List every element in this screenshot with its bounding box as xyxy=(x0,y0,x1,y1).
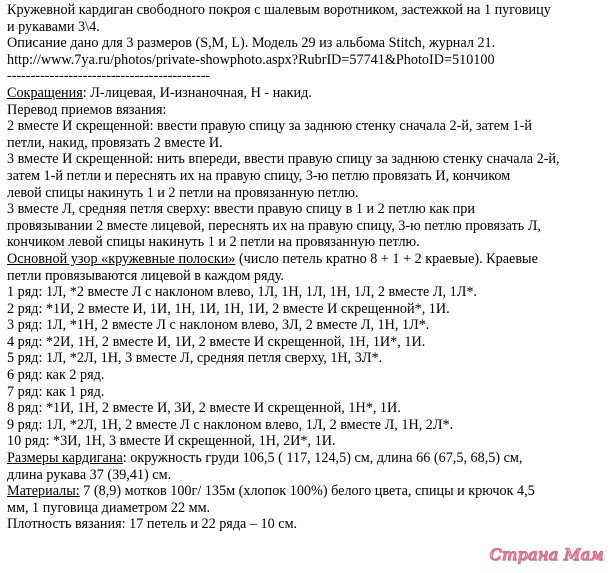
sizes-label: Размеры кардигана xyxy=(7,450,123,467)
row-instruction: 4 ряд: *2И, 1Н, 2 вместе И, 1И, 2 вместе И скрещенной, 1Н, 1И*, 1И. xyxy=(7,333,426,350)
abbreviations-text: : Л-лицевая, И-изнаночная, Н - накид. xyxy=(82,84,312,101)
pattern-label: Основной узор «кружевные полоски» xyxy=(7,250,236,267)
row-instruction: 5 ряд: 1Л, *2Л, 1Н, 3 вместе Л, средняя петля сверху, 1Н, 3Л*. xyxy=(7,350,383,367)
sizes-cont: длина рукава 37 (39,41) см. xyxy=(7,466,172,483)
materials-text: 7 (8,9) мотков 100г/ 135м (хлопок 100%) белого цвета, спицы и крючок 4,5 xyxy=(79,483,535,500)
row-instruction: 2 ряд: *1И, 2 вместе И, 1И, 1Н, 1И, 1Н, 1И, 2 вместе И скрещенной*, 1И. xyxy=(7,300,450,317)
gauge: Плотность вязания: 17 петель и 22 ряда – 10 см. xyxy=(7,516,298,533)
abbreviations-label: Сокращения xyxy=(7,84,83,101)
technique-line: кончиком левой спицы накинуть 1 и 2 петли на провязанную петлю. xyxy=(7,234,420,251)
source-url: http://www.7ya.ru/photos/private-showphoto.aspx?RubrID=57741&PhotoID=510100 xyxy=(7,51,495,68)
row-instruction: 6 ряд: как 2 ряд. xyxy=(7,367,105,384)
divider: ------------------------------------------- xyxy=(7,68,211,85)
document-body xyxy=(7,2,605,533)
materials-cont: мм, 1 пуговица диаметром 22 мм. xyxy=(7,499,211,516)
technique-line: петли, накид, провязать 2 вместе И. xyxy=(7,134,223,151)
row-instruction: 9 ряд: 1Л, *2Л, 1Н, 2 вместе Л с наклоном влево, 1Л, 2 вместе Л, 1Н, 2Л*. xyxy=(7,416,454,433)
pattern-description xyxy=(7,251,605,268)
pattern-description-cont: петли провязываются лицевой в каждом ряду. xyxy=(7,267,284,284)
title-line: Кружевной кардиган свободного покроя с шалевым воротником, застежкой на 1 пуговицу xyxy=(7,2,551,18)
pattern-text: (число петель кратно 8 + 1 + 2 краевые). Краевые xyxy=(235,250,538,267)
watermark-logo: Страна Мам xyxy=(489,545,604,564)
sizes-text: : окружность груди 106,5 ( 117, 124,5) см, длина 66 (67,5, 68,5) см, xyxy=(122,450,523,467)
row-instruction: 7 ряд: как 1 ряд. xyxy=(7,383,105,400)
source-description: Описание дано для 3 размеров (S,M, L). Модель 29 из альбома Stitch, журнал 21. xyxy=(7,35,496,52)
technique-line: 3 вместе Л, средняя петля сверху: ввести правую спицу в 1 и 2 петлю как при xyxy=(7,201,475,218)
row-instruction: 1 ряд: 1Л, *2 вместе Л с наклоном влево, 1Л, 1Н, 1Л, 1Н, 1Л, 2 вместе Л, 1Л*. xyxy=(7,284,477,301)
row-instruction: 10 ряд: *3И, 1Н, 3 вместе И скрещенной, 1Н, 2И*, 1И. xyxy=(7,433,336,450)
technique-line: провязывании 2 вместе лицевой, переснять их на правую спицу, 3-ю петлю провязать Л, xyxy=(7,217,541,234)
technique-line: левой спицы накинуть 1 и 2 петли на провязанную петлю. xyxy=(7,184,359,201)
abbreviations xyxy=(7,85,605,102)
title-line: и рукавами 3\4. xyxy=(7,18,100,35)
technique-line: 3 вместе И скрещенной: нить впереди, ввести правую спицу за заднюю стенку сначала 2-й, xyxy=(7,151,560,168)
sizes xyxy=(7,450,605,467)
row-instruction: 8 ряд: *1И, 1Н, 2 вместе И, 3И, 2 вместе И скрещенной, 1Н*, 1И. xyxy=(7,400,401,417)
materials-label: Материалы: xyxy=(7,483,80,500)
materials xyxy=(7,483,605,500)
technique-line: затем 1-й петли и переснять их на правую спицу, 3-ю петлю провязать И, кончиком xyxy=(7,167,511,184)
techniques-heading: Перевод приемов вязания: xyxy=(7,101,167,118)
row-instruction: 3 ряд: 1Л, *1Н, 2 вместе Л с наклоном влево, 3Л, 2 вместе Л, 1Н, 1Л*. xyxy=(7,317,430,334)
technique-line: 2 вместе И скрещенной: ввести правую спицу за заднюю стенку сначала 2-й, затем 1-й xyxy=(7,118,532,135)
